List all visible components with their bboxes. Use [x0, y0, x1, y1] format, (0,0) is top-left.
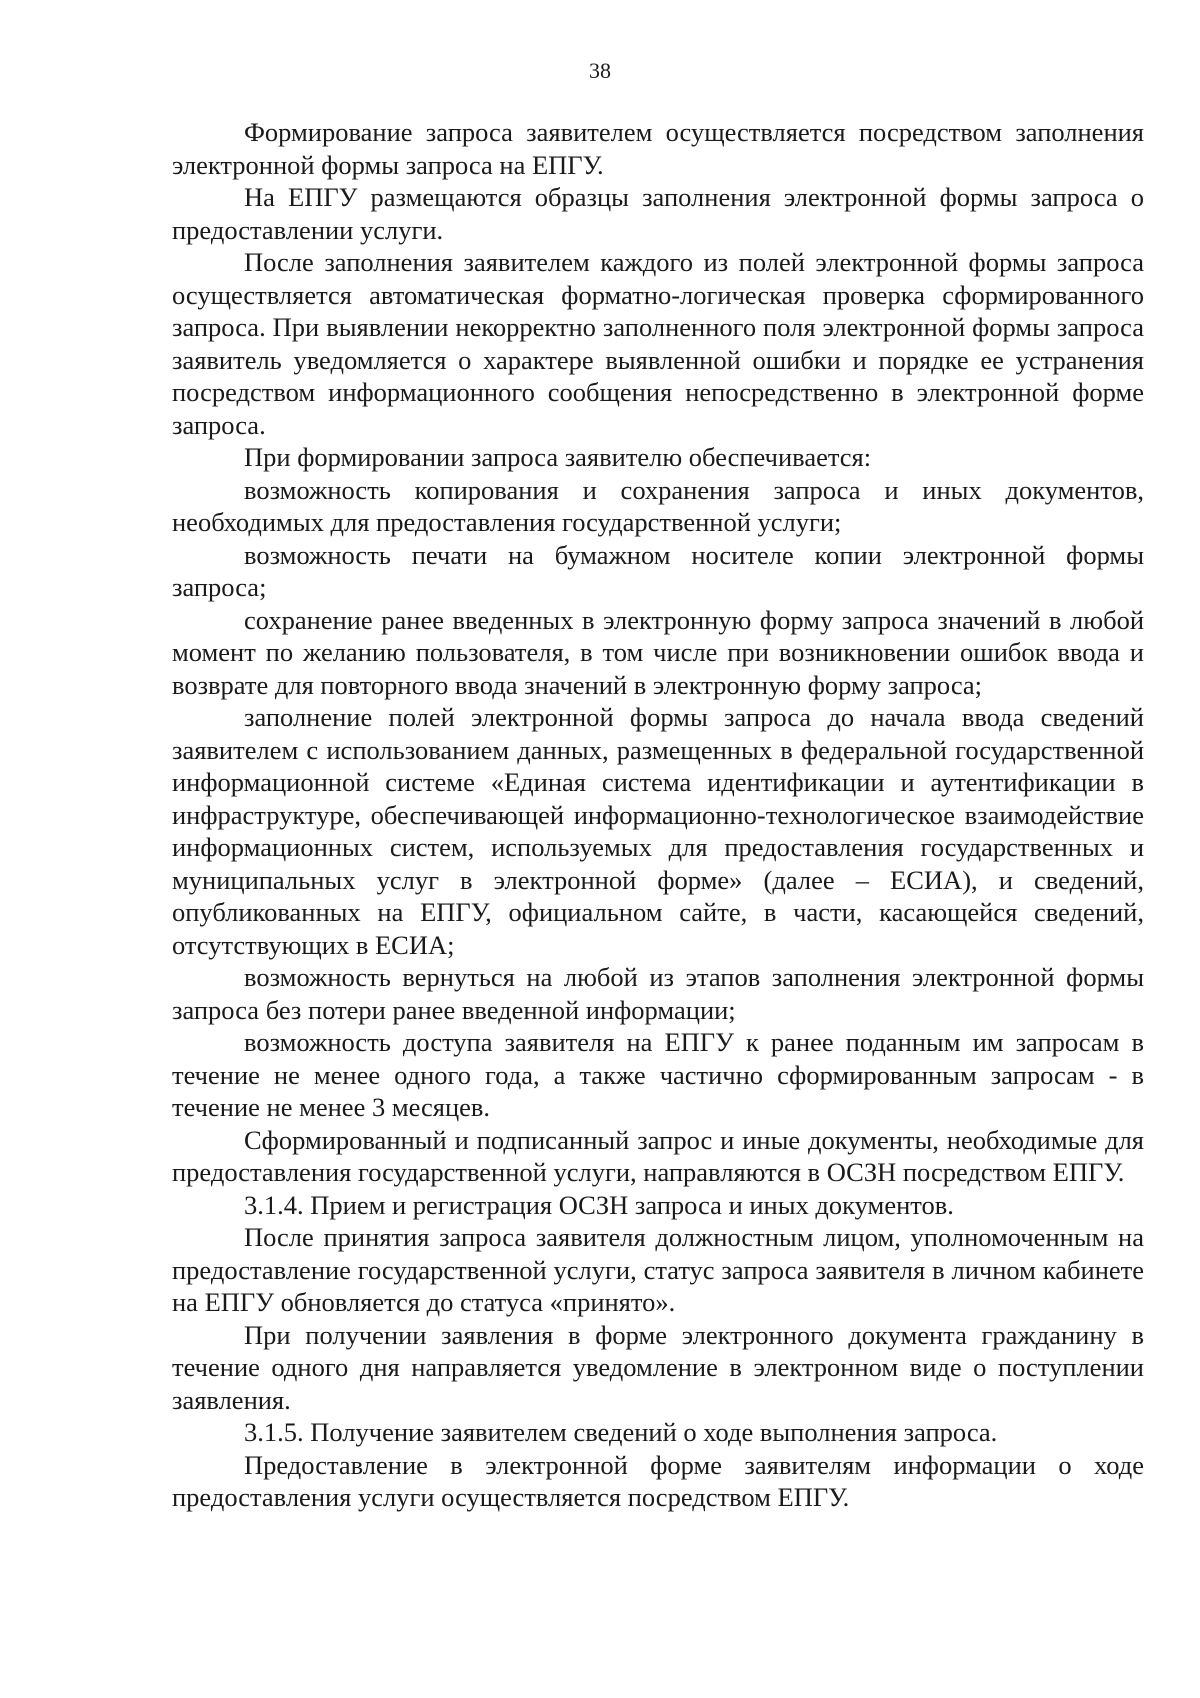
page-number: 38 — [589, 58, 611, 83]
paragraph: При получении заявления в форме электронного документа гражданину в течение одного дня направляется уведомление в электронном виде о поступлении заявления. — [172, 1319, 1144, 1415]
paragraph: После принятия запроса заявителя должностным лицом, уполномоченным на предоставление государственной услуги, статус запроса заявителя в личном кабинете на ЕПГУ обновляется до статуса «принято». — [172, 1222, 1144, 1317]
list-item-paragraph: заполнение полей электронной формы запроса до начала ввода сведений заявителем с использованием данных, размещенных в федеральной государственной информационной системе «Единая система идентификации и аутентификации в инфраструктуре, обеспечивающей информационно-технологическое взаимодействие информационных систем, используемых для предоставления государственных и муниципальных услуг в электронной форме» (далее – ЕСИА), и сведений, опубликованных на ЕПГУ, официальном сайте, в части, касающейся сведений, отсутствующих в ЕСИА; — [172, 702, 1144, 960]
list-item-paragraph: сохранение ранее введенных в электронную форму запроса значений в любой момент по желанию пользователя, в том числе при возникновении ошибок ввода и возврате для повторного ввода значений в электронную форму запроса; — [172, 604, 1144, 700]
list-item-paragraph: возможность копирования и сохранения запроса и иных документов, необходимых для предоставления государственной услуги; — [172, 474, 1144, 537]
paragraph: На ЕПГУ размещаются образцы заполнения электронной формы запроса о предоставлении услуги. — [172, 182, 1144, 245]
paragraph: Предоставление в электронной форме заявителям информации о ходе предоставления услуги осуществляется посредством ЕПГУ. — [172, 1449, 1144, 1512]
paragraph: Сформированный и подписанный запрос и иные документы, необходимые для предоставления государственной услуги, направляются в ОСЗН посредством ЕПГУ. — [172, 1124, 1144, 1187]
document-body — [172, 116, 1144, 1514]
list-item-paragraph: возможность печати на бумажном носителе копии электронной формы запроса; — [172, 539, 1144, 602]
paragraph: Формирование запроса заявителем осуществляется посредством заполнения электронной формы запроса на ЕПГУ. — [172, 117, 1144, 180]
section-heading: 3.1.4. Прием и регистрация ОСЗН запроса и иных документов. — [244, 1189, 954, 1220]
list-item-paragraph: возможность доступа заявителя на ЕПГУ к ранее поданным им запросам в течение не менее одного года, а также частично сформированным запросам - в течение не менее 3 месяцев. — [172, 1027, 1144, 1122]
list-item-paragraph: возможность вернуться на любой из этапов заполнения электронной формы запроса без потери ранее введенной информации; — [172, 962, 1144, 1025]
section-heading: 3.1.5. Получение заявителем сведений о ходе выполнения запроса. — [244, 1417, 998, 1447]
paragraph: При формировании запроса заявителю обеспечивается: — [244, 442, 872, 472]
paragraph: После заполнения заявителем каждого из полей электронной формы запроса осуществляется автоматическая форматно-логическая проверка сформированного запроса. При выявлении некорректно заполненного поля электронной формы запроса заявитель уведомляется о характере выявленной ошибки и порядке ее устранения посредством информационного сообщения непосредственно в электронной форме запроса. — [172, 247, 1144, 440]
